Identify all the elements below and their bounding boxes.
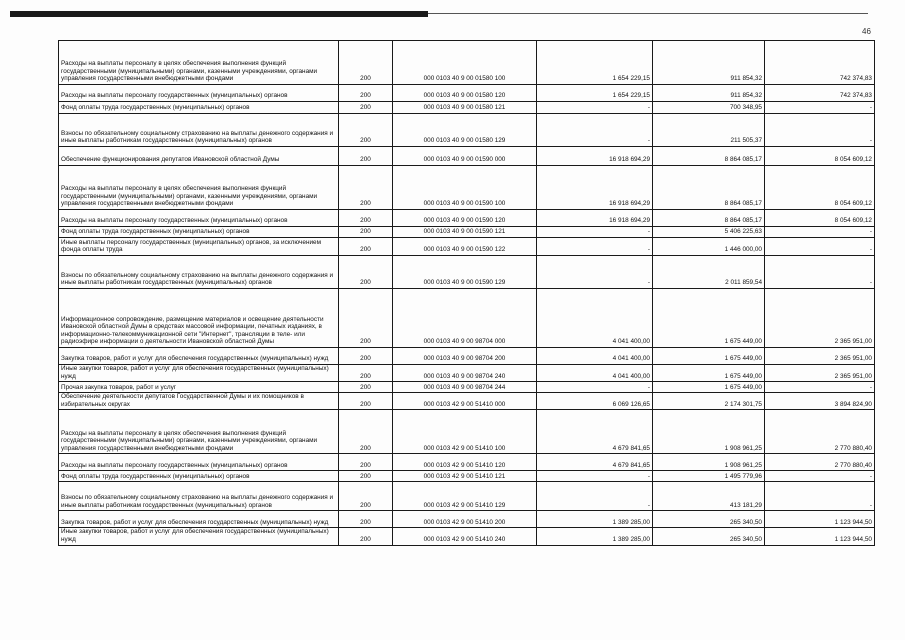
row-executed-cell: 413 181,29 [653, 482, 765, 511]
row-name-cell: Информационное сопровождение, размещение материалов и освещение деятельности Ивановской областной Думы в средствах массовой информации, печатных изданиях, в информационно-телекоммуникационной сети "Интернет", трансляции в теле- или радиоэфире информации о деятельности Ивановской областной Думы [59, 289, 339, 348]
row-plan-cell: 4 041 400,00 [537, 348, 653, 365]
row-plan-cell: - [537, 482, 653, 511]
row-name-cell: Расходы на выплаты персоналу в целях обеспечения выполнения функций государственными (муниципальными) органами, казенными учреждениями, органами управления государственными внебюджетными фондами [59, 410, 339, 454]
row-code-cell: 200 [339, 210, 393, 227]
row-executed-cell: 265 340,50 [653, 528, 765, 545]
row-name-cell: Фонд оплаты труда государственных (муниципальных) органов [59, 102, 339, 114]
row-name-cell: Взносы по обязательному социальному страхованию на выплаты денежного содержания и иные выплаты работникам государственных (муниципальных) органов [59, 482, 339, 511]
row-plan-cell: - [537, 227, 653, 238]
row-plan-cell: 1 389 285,00 [537, 528, 653, 545]
row-executed-cell: 265 340,50 [653, 511, 765, 528]
row-plan-cell: 4 041 400,00 [537, 365, 653, 382]
row-kbk-cell: 000 0103 40 9 00 01580 121 [393, 102, 537, 114]
row-remainder-cell: 742 374,83 [765, 85, 875, 102]
row-kbk-cell: 000 0103 40 9 00 01590 000 [393, 147, 537, 166]
row-code-cell: 200 [339, 85, 393, 102]
row-plan-cell: 4 041 400,00 [537, 289, 653, 348]
row-executed-cell: 1 908 961,25 [653, 410, 765, 454]
row-kbk-cell: 000 0103 40 9 00 98704 200 [393, 348, 537, 365]
row-remainder-cell: 8 054 609,12 [765, 210, 875, 227]
row-name-cell: Расходы на выплаты персоналу государственных (муниципальных) органов [59, 210, 339, 227]
table-row [59, 85, 875, 102]
table-row [59, 114, 875, 147]
row-kbk-cell: 000 0103 40 9 00 01580 100 [393, 41, 537, 85]
row-remainder-cell: 2 365 951,00 [765, 289, 875, 348]
row-remainder-cell: 1 123 944,50 [765, 511, 875, 528]
table-row [59, 482, 875, 511]
row-code-cell: 200 [339, 528, 393, 545]
row-executed-cell: 8 864 085,17 [653, 210, 765, 227]
row-name-cell: Закупка товаров, работ и услуг для обеспечения государственных (муниципальных) нужд [59, 511, 339, 528]
row-plan-cell: - [537, 114, 653, 147]
table-row [59, 166, 875, 210]
table-row [59, 210, 875, 227]
row-remainder-cell: 8 054 609,12 [765, 147, 875, 166]
table-row [59, 528, 875, 545]
row-remainder-cell: - [765, 114, 875, 147]
row-remainder-cell: 742 374,83 [765, 41, 875, 85]
row-remainder-cell: 2 770 880,40 [765, 410, 875, 454]
row-code-cell: 200 [339, 482, 393, 511]
row-executed-cell: 1 675 449,00 [653, 365, 765, 382]
row-name-cell: Фонд оплаты труда государственных (муниципальных) органов [59, 471, 339, 482]
row-kbk-cell: 000 0103 40 9 00 01590 100 [393, 166, 537, 210]
row-remainder-cell: 8 054 609,12 [765, 166, 875, 210]
row-plan-cell: 1 654 229,15 [537, 41, 653, 85]
table-row [59, 471, 875, 482]
row-kbk-cell: 000 0103 40 9 00 98704 240 [393, 365, 537, 382]
row-code-cell: 200 [339, 365, 393, 382]
row-kbk-cell: 000 0103 40 9 00 01590 120 [393, 210, 537, 227]
table-row [59, 102, 875, 114]
row-executed-cell: 1 675 449,00 [653, 348, 765, 365]
row-code-cell: 200 [339, 166, 393, 210]
budget-execution-table [58, 40, 875, 546]
row-executed-cell: 1 446 000,00 [653, 238, 765, 256]
row-remainder-cell: - [765, 382, 875, 393]
row-code-cell: 200 [339, 348, 393, 365]
row-code-cell: 200 [339, 147, 393, 166]
row-remainder-cell: 2 365 951,00 [765, 348, 875, 365]
row-name-cell: Взносы по обязательному социальному страхованию на выплаты денежного содержания и иные выплаты работникам государственных (муниципальных) органов [59, 114, 339, 147]
row-code-cell: 200 [339, 454, 393, 471]
row-name-cell: Обеспечение деятельности депутатов Государственной Думы и их помощников в избирательных округах [59, 393, 339, 410]
row-remainder-cell: - [765, 256, 875, 289]
row-kbk-cell: 000 0103 42 9 00 51410 100 [393, 410, 537, 454]
row-remainder-cell: - [765, 238, 875, 256]
row-executed-cell: 700 348,95 [653, 102, 765, 114]
table-row [59, 393, 875, 410]
table-row [59, 238, 875, 256]
row-code-cell: 200 [339, 410, 393, 454]
row-code-cell: 200 [339, 289, 393, 348]
row-code-cell: 200 [339, 102, 393, 114]
table-row [59, 256, 875, 289]
row-name-cell: Расходы на выплаты персоналу государственных (муниципальных) органов [59, 454, 339, 471]
table-row [59, 382, 875, 393]
row-remainder-cell: - [765, 227, 875, 238]
row-name-cell: Взносы по обязательному социальному страхованию на выплаты денежного содержания и иные выплаты работникам государственных (муниципальных) органов [59, 256, 339, 289]
row-remainder-cell: - [765, 102, 875, 114]
row-plan-cell: - [537, 471, 653, 482]
row-name-cell: Закупка товаров, работ и услуг для обеспечения государственных (муниципальных) нужд [59, 348, 339, 365]
row-plan-cell: 1 654 229,15 [537, 85, 653, 102]
row-name-cell: Иные закупки товаров, работ и услуг для обеспечения государственных (муниципальных) нужд [59, 528, 339, 545]
row-executed-cell: 8 864 085,17 [653, 166, 765, 210]
page-number: 46 [862, 27, 871, 36]
row-plan-cell: 16 918 694,29 [537, 147, 653, 166]
row-plan-cell: - [537, 238, 653, 256]
row-plan-cell: 1 389 285,00 [537, 511, 653, 528]
row-remainder-cell: - [765, 482, 875, 511]
row-remainder-cell: 3 894 824,90 [765, 393, 875, 410]
row-code-cell: 200 [339, 256, 393, 289]
row-kbk-cell: 000 0103 40 9 00 01580 120 [393, 85, 537, 102]
row-plan-cell: 16 918 694,29 [537, 166, 653, 210]
row-name-cell: Прочая закупка товаров, работ и услуг [59, 382, 339, 393]
table-row [59, 41, 875, 85]
row-plan-cell: 6 069 126,65 [537, 393, 653, 410]
table-row [59, 410, 875, 454]
row-executed-cell: 1 675 449,00 [653, 382, 765, 393]
row-kbk-cell: 000 0103 40 9 00 01590 122 [393, 238, 537, 256]
scan-top-line [428, 13, 868, 14]
row-plan-cell: - [537, 102, 653, 114]
table-row [59, 365, 875, 382]
row-executed-cell: 211 505,37 [653, 114, 765, 147]
row-code-cell: 200 [339, 471, 393, 482]
row-kbk-cell: 000 0103 42 9 00 51410 240 [393, 528, 537, 545]
table-row [59, 147, 875, 166]
row-code-cell: 200 [339, 393, 393, 410]
row-remainder-cell: 2 770 880,40 [765, 454, 875, 471]
row-name-cell: Иные выплаты персоналу государственных (муниципальных) органов, за исключением фонда оплаты труда [59, 238, 339, 256]
table-row [59, 289, 875, 348]
row-code-cell: 200 [339, 41, 393, 85]
row-executed-cell: 911 854,32 [653, 41, 765, 85]
row-executed-cell: 1 908 961,25 [653, 454, 765, 471]
row-kbk-cell: 000 0103 42 9 00 51410 000 [393, 393, 537, 410]
row-name-cell: Расходы на выплаты персоналу государственных (муниципальных) органов [59, 85, 339, 102]
row-code-cell: 200 [339, 511, 393, 528]
table-row [59, 511, 875, 528]
row-remainder-cell: 2 365 951,00 [765, 365, 875, 382]
row-executed-cell: 1 675 449,00 [653, 289, 765, 348]
row-name-cell: Расходы на выплаты персоналу в целях обеспечения выполнения функций государственными (муниципальными) органами, казенными учреждениями, органами управления государственными внебюджетными фондами [59, 166, 339, 210]
row-executed-cell: 911 854,32 [653, 85, 765, 102]
row-kbk-cell: 000 0103 40 9 00 98704 244 [393, 382, 537, 393]
table-row [59, 454, 875, 471]
row-plan-cell: 16 918 694,29 [537, 210, 653, 227]
row-name-cell: Обеспечение функционирования депутатов Ивановской областной Думы [59, 147, 339, 166]
row-executed-cell: 8 864 085,17 [653, 147, 765, 166]
row-kbk-cell: 000 0103 42 9 00 51410 120 [393, 454, 537, 471]
row-kbk-cell: 000 0103 40 9 00 01580 129 [393, 114, 537, 147]
row-executed-cell: 5 406 225,63 [653, 227, 765, 238]
row-code-cell: 200 [339, 114, 393, 147]
row-executed-cell: 2 174 301,75 [653, 393, 765, 410]
row-kbk-cell: 000 0103 40 9 00 01590 129 [393, 256, 537, 289]
table-row [59, 227, 875, 238]
table-row [59, 348, 875, 365]
row-executed-cell: 2 011 859,54 [653, 256, 765, 289]
table-body [59, 41, 875, 546]
row-plan-cell: - [537, 256, 653, 289]
row-kbk-cell: 000 0103 40 9 00 01590 121 [393, 227, 537, 238]
row-name-cell: Расходы на выплаты персоналу в целях обеспечения выполнения функций государственными (муниципальными) органами, казенными учреждениями, органами управления государственными внебюджетными фондами [59, 41, 339, 85]
row-plan-cell: 4 679 841,65 [537, 454, 653, 471]
row-code-cell: 200 [339, 227, 393, 238]
row-kbk-cell: 000 0103 42 9 00 51410 121 [393, 471, 537, 482]
row-code-cell: 200 [339, 382, 393, 393]
row-kbk-cell: 000 0103 40 9 00 98704 000 [393, 289, 537, 348]
row-kbk-cell: 000 0103 42 9 00 51410 129 [393, 482, 537, 511]
scan-top-border [10, 11, 428, 17]
row-remainder-cell: - [765, 471, 875, 482]
row-plan-cell: - [537, 382, 653, 393]
row-kbk-cell: 000 0103 42 9 00 51410 200 [393, 511, 537, 528]
row-remainder-cell: 1 123 944,50 [765, 528, 875, 545]
row-name-cell: Иные закупки товаров, работ и услуг для обеспечения государственных (муниципальных) нужд [59, 365, 339, 382]
row-code-cell: 200 [339, 238, 393, 256]
row-executed-cell: 1 495 779,96 [653, 471, 765, 482]
row-name-cell: Фонд оплаты труда государственных (муниципальных) органов [59, 227, 339, 238]
row-plan-cell: 4 679 841,65 [537, 410, 653, 454]
